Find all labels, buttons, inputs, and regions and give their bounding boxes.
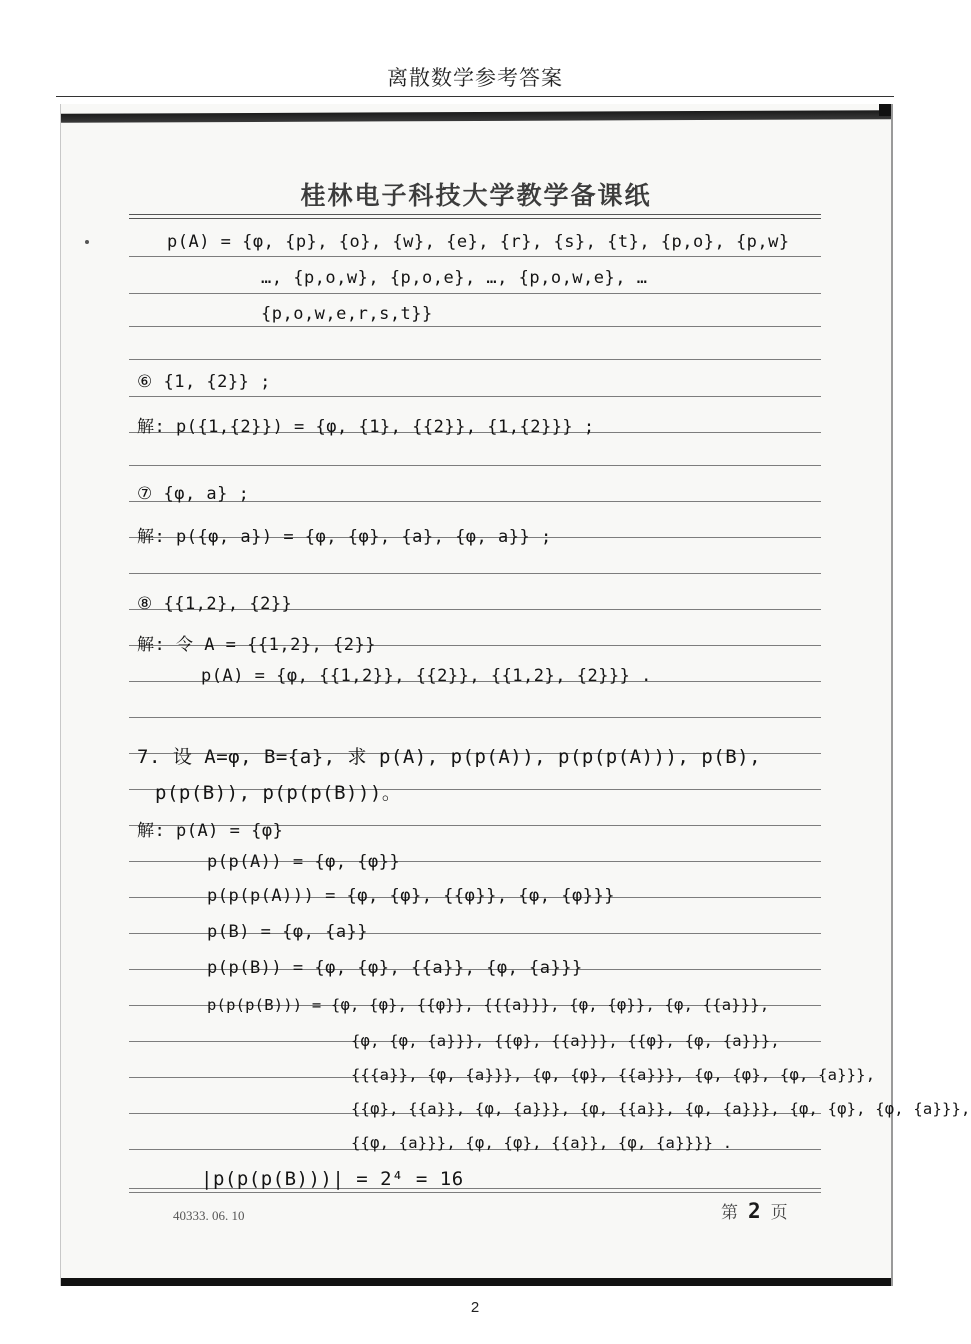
- page-number: 2: [470, 1299, 480, 1316]
- ruled-line: [129, 573, 821, 574]
- scan-bottom-edge: [61, 1278, 891, 1286]
- ruled-line: [129, 717, 821, 718]
- handwritten-line: 解: 令 A = {{1,2}, {2}}: [137, 635, 376, 655]
- handwritten-line: …, {p,o,w}, {p,o,e}, …, {p,o,w,e}, …: [261, 268, 648, 288]
- handwritten-line: {{φ, {a}}}, {φ, {φ}, {{a}}, {φ, {a}}}} .: [351, 1134, 733, 1152]
- form-code: 40333. 06. 10: [173, 1208, 245, 1223]
- handwritten-line: p(p(p(A))) = {φ, {φ}, {{φ}}, {φ, {φ}}}: [207, 886, 615, 906]
- title-underline: [129, 214, 821, 215]
- handwritten-line: 7. 设 A=φ, B={a}, 求 p(A), p(p(A)), p(p(p(A))), p(B),: [137, 746, 762, 768]
- handwritten-line: {p,o,w,e,r,s,t}}: [261, 304, 433, 324]
- handwritten-line: p(p(B)) = {φ, {φ}, {{a}}, {φ, {a}}}: [207, 958, 583, 978]
- handwritten-line: p(A) = {φ, {{1,2}}, {{2}}, {{1,2}, {2}}} .: [201, 666, 652, 686]
- handwritten-line: p(p(A)) = {φ, {φ}}: [207, 852, 401, 872]
- header-divider: [56, 96, 894, 97]
- handwritten-line: {φ, {φ, {a}}}, {{φ}, {{a}}}, {{φ}, {φ, {a}}},: [351, 1032, 780, 1050]
- paper-page-label: [721, 1198, 788, 1223]
- handwritten-line: 解: p({1,{2}}) = {φ, {1}, {{2}}, {1,{2}}} ;: [137, 417, 595, 437]
- handwritten-line: p(p(p(B))) = {φ, {φ}, {{φ}}, {{{a}}}, {φ, {φ}}, {φ, {{a}}},: [207, 996, 770, 1014]
- margin-mark: [85, 240, 89, 244]
- ruled-line: [129, 256, 821, 257]
- ruled-line: [129, 293, 821, 294]
- handwritten-line: ⑥ {1, {2}} ;: [137, 372, 271, 392]
- handwritten-line: {{φ}, {{a}}, {φ, {a}}}, {φ, {{a}}, {φ, {a}}}, {φ, {φ}, {φ, {a}}},: [351, 1100, 971, 1118]
- handwritten-line: ⑧ {{1,2}, {2}}: [137, 594, 293, 614]
- ruled-line: [129, 359, 821, 360]
- ruled-line: [129, 396, 821, 397]
- handwritten-line: p(p(B)), p(p(p(B)))。: [155, 782, 402, 804]
- scanned-handwritten-page: [60, 104, 971, 1286]
- title-underline-secondary: [129, 218, 821, 219]
- scan-top-edge: [61, 110, 891, 123]
- handwritten-line: p(B) = {φ, {a}}: [207, 922, 369, 942]
- handwritten-line: 解: p(A) = {φ}: [137, 821, 284, 841]
- handwritten-line: p(A) = {φ, {p}, {o}, {w}, {e}, {r}, {s}, {t}, {p,o}, {p,w}: [167, 232, 790, 252]
- page-label-number: 2: [748, 1199, 761, 1223]
- ruled-line: [129, 1192, 821, 1193]
- paper-title: 桂林电子科技大学教学备课纸: [300, 181, 652, 210]
- page-label-suffix: 页: [770, 1203, 788, 1223]
- handwritten-line: 解: p({φ, a}) = {φ, {φ}, {a}, {φ, a}} ;: [137, 527, 552, 547]
- handwritten-line: {{{a}}, {φ, {a}}}, {φ, {φ}, {{a}}}, {φ, {φ}, {φ, {a}}},: [351, 1066, 876, 1084]
- ruled-line: [129, 465, 821, 466]
- document-header-title: 离散数学参考答案: [387, 66, 563, 90]
- handwritten-line: ⑦ {φ, a} ;: [137, 484, 250, 504]
- page-label-prefix: 第: [721, 1203, 738, 1223]
- ruled-line: [129, 326, 821, 327]
- scan-corner-mark: [879, 104, 891, 116]
- handwritten-line: |p(p(p(B)))| = 2⁴ = 16: [201, 1168, 464, 1190]
